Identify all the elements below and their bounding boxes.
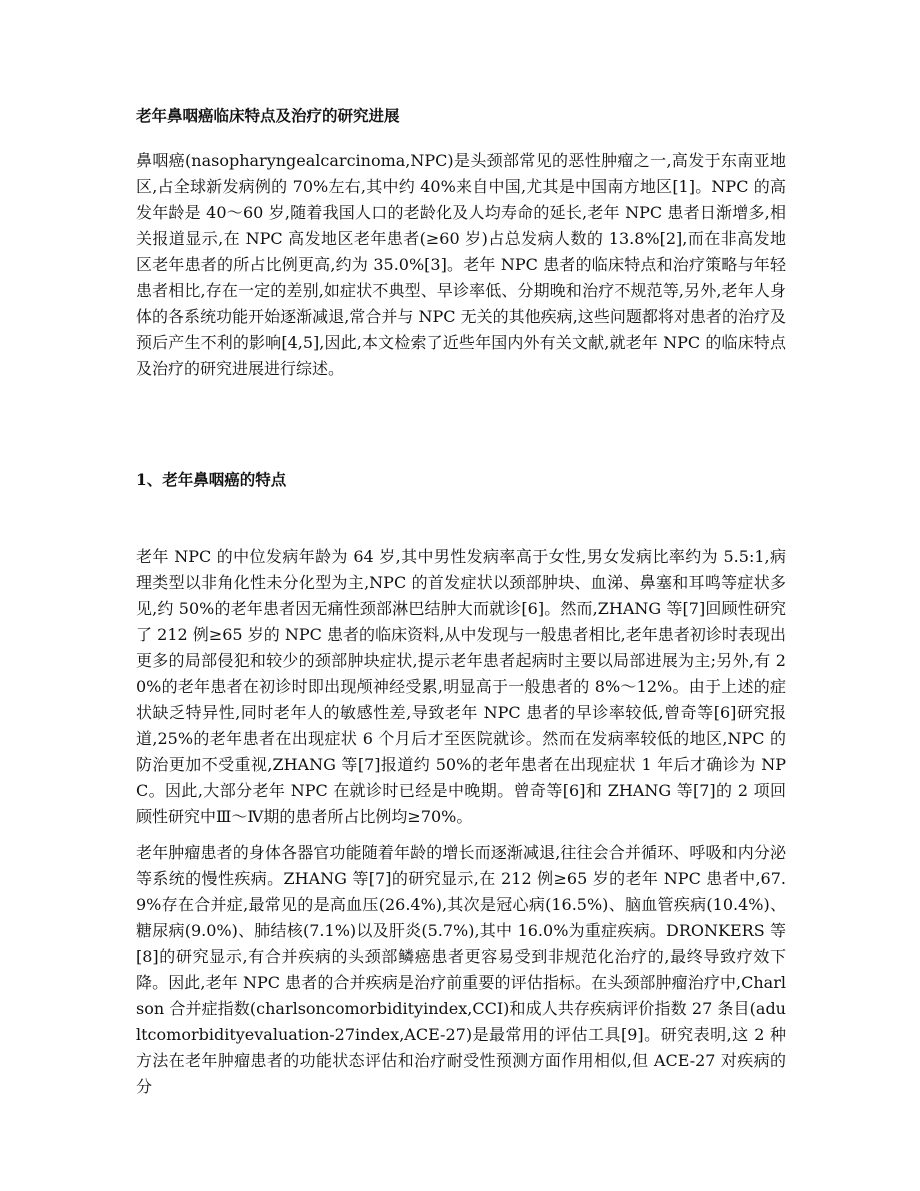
intro-paragraph: 鼻咽癌(nasopharyngealcarcinoma,NPC)是头颈部常见的恶性肿瘤之一,高发于东南亚地区,占全球新发病例的 70%左右,其中约 40%来自中国,尤其是中国南方地区[1]。NPC 的高发年龄是 40～60 岁,随着我国人口的老龄化及人均寿命的延长,老年 NPC 患者日渐增多,相关报道显示,在 NPC 高发地区老年患者(≥60 岁)占总发病人数的 13.8%[2],而在非高发地区老年患者的所占比例更高,约为 35.0%[3]。老年 NPC 患者的临床特点和治疗策略与年轻患者相比,存在一定的差别,如症状不典型、早诊率低、分期晚和治疗不规范等,另外,老年人身体的各系统功能开始逐渐减退,常合并与 NPC 无关的其他疾病,这些问题都将对患者的治疗及预后产生不利的影响[4,5],因此,本文检索了近些年国内外有关文献,就老年 NPC 的临床特点及治疗的研究进展进行综述。 xyxy=(136,151,786,378)
body-paragraph: 老年肿瘤患者的身体各器官功能随着年龄的增长而逐渐减退,往往会合并循环、呼吸和内分泌等系统的慢性疾病。ZHANG 等[7]的研究显示,在 212 例≥65 岁的老年 NPC 患者中,67.9%存在合并症,最常见的是高血压(26.4%),其次是冠心病(16.5%)、脑血管疾病(10.4%)、糖尿病(9.0%)、肺结核(7.1%)以及肝炎(5.7%),其中 16.0%为重症疾病。DRONKERS 等[8]的研究显示,有合并疾病的头颈部鳞癌患者更容易受到非规范化治疗的,最终导致疗效下降。因此,老年 NPC 患者的合并疾病是治疗前重要的评估指标。在头颈部肿瘤治疗中,Charlson 合并症指数(charlsoncomorbidityindex,CCI)和成人共存疾病评价指数 27 条目(adultcomorbidityevaluation-27index,ACE-27)是最常用的评估工具[9]。研究表明,这 2 种方法在老年肿瘤患者的功能状态评估和治疗耐受性预测方面作用相似,但 ACE-27 对疾病的分 xyxy=(136,843,786,1096)
section-heading: 1、老年鼻咽癌的特点 xyxy=(136,470,287,489)
body-paragraph: 老年 NPC 的中位发病年龄为 64 岁,其中男性发病率高于女性,男女发病比率约为 5.5:1,病理类型以非角化性未分化型为主,NPC 的首发症状以颈部肿块、血涕、鼻塞和耳鸣等症状多见,约 50%的老年患者因无痛性颈部淋巴结肿大而就诊[6]。然而,ZHANG 等[7]回顾性研究了 212 例≥65 岁的 NPC 患者的临床资料,从中发现与一般患者相比,老年患者初诊时表现出更多的局部侵犯和较少的颈部肿块症状,提示老年患者起病时主要以局部进展为主;另外,有 20%的老年患者在初诊时即出现颅神经受累,明显高于一般患者的 8%～12%。由于上述的症状缺乏特异性,同时老年人的敏感性差,导致老年 NPC 患者的早诊率较低,曾奇等[6]研究报道,25%的老年患者在出现症状 6 个月后才至医院就诊。然而在发病率较低的地区,NPC 的防治更加不受重视,ZHANG 等[7]报道约 50%的老年患者在出现症状 1 年后才确诊为 NPC。因此,大部分老年 NPC 在就诊时已经是中晚期。曾奇等[6]和 ZHANG 等[7]的 2 项回顾性研究中Ⅲ～Ⅳ期的患者所占比例均≥70%。 xyxy=(136,547,786,826)
document-title: 老年鼻咽癌临床特点及治疗的研究进展 xyxy=(136,106,400,125)
